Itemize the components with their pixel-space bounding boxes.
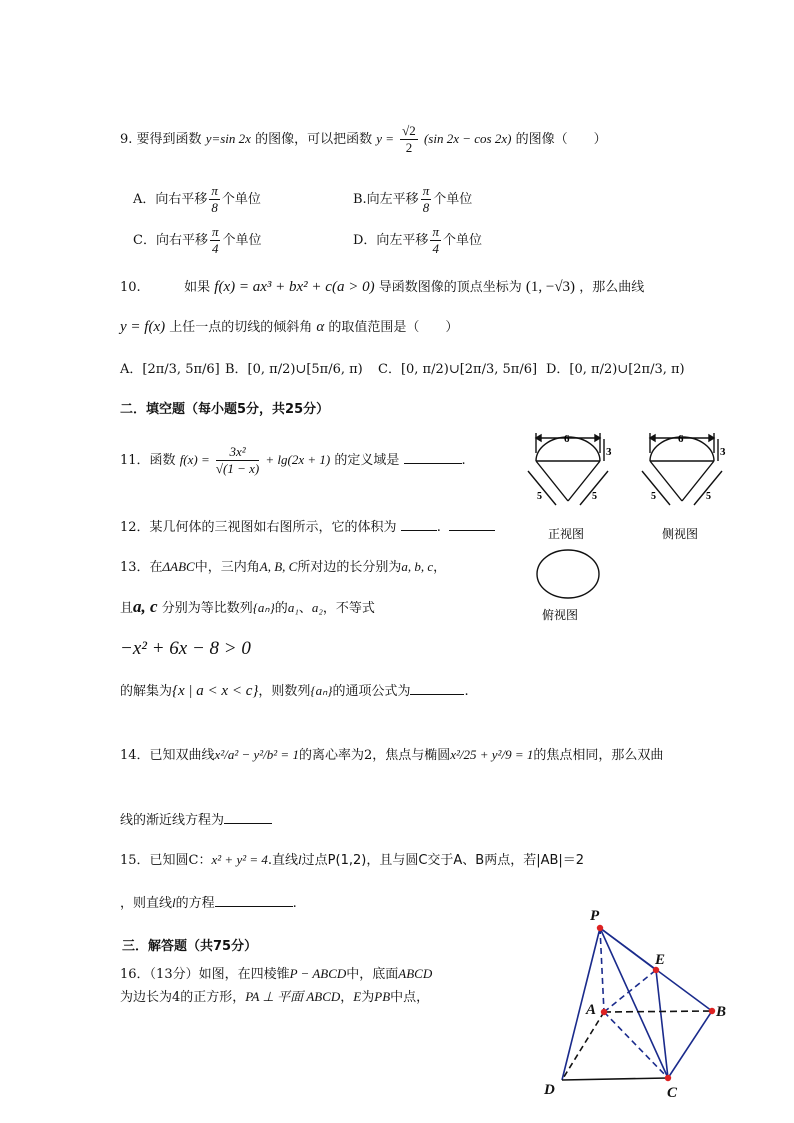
side-slant-right-label: 5: [706, 491, 711, 502]
q14-hyperbola: x²/a² − y²/b² = 1: [214, 747, 299, 762]
q10-function: f(x) = ax³ + bx² + c(a > 0): [214, 279, 375, 295]
front-view-label: 正视图: [548, 527, 585, 541]
three-view-figure: [520, 425, 730, 625]
q9-text-pre: 要得到函数: [136, 132, 202, 147]
q10-number: 10.: [120, 280, 141, 295]
label-p: P: [590, 908, 600, 924]
q9-text-mid: 的图像，可以把函数: [255, 132, 373, 147]
side-view-label: 侧视图: [662, 527, 699, 541]
q9-text-post: 的图像（ ）: [515, 132, 607, 147]
side-slant-left-label: 5: [651, 491, 656, 502]
q11-answer-blank[interactable]: [404, 463, 462, 464]
q10-vertex: (1, −√3): [525, 279, 576, 295]
q9-formula-2-lhs: y =: [376, 131, 395, 146]
q9-option-d[interactable]: D．向左平移 $\frac{\pi}{4}$ 个单位: [353, 224, 482, 256]
q10-stem-line1: 10. 如果 f(x) = ax³ + bx² + c(a > 0) 导函数图像的顶点坐标为 (1, −√3) ，那么曲线: [120, 279, 645, 295]
label-c: C: [667, 1085, 678, 1101]
q9-number: 9.: [120, 132, 133, 147]
q10-option-c[interactable]: C．[0, π/2)∪[2π/3, 5π/6]: [378, 362, 538, 377]
q14-line1: 14．已知双曲线x²/a² − y²/b² = 1的离心率为2，焦点与椭圆x²/25 + y²/9 = 1的焦点相同，那么双曲: [120, 747, 664, 763]
label-b: B: [716, 1004, 727, 1020]
q12-answer-blank[interactable]: [401, 530, 437, 531]
top-view-label: 俯视图: [542, 608, 579, 622]
vertex-a: [601, 1009, 607, 1015]
q13-line2: 且a, c 分别为等比数列{aₙ}的a₁、a₂，不等式: [120, 597, 375, 616]
q9-option-c[interactable]: C．向右平移 $\frac{\pi}{4}$ 个单位: [133, 224, 262, 256]
q16-line2: 为边长为4的正方形，PA ⊥ 平面 ABCD，E为PB中点，: [120, 989, 430, 1005]
q10-stem-line2: y = f(x) 上任一点的切线的倾斜角 α 的取值范围是（ ）: [120, 319, 459, 335]
q9-formula-2-rest: (sin 2x − cos 2x): [423, 131, 512, 146]
top-view-circle: [537, 550, 599, 598]
q9-option-b[interactable]: B.向左平移 $\frac{\pi}{8}$ 个单位: [353, 183, 473, 215]
q14-ellipse: x²/25 + y²/9 = 1: [450, 747, 534, 762]
vertex-c: [665, 1075, 671, 1081]
q12-stem: 12．某几何体的三视图如右图所示，它的体积为 .: [120, 516, 495, 535]
q13-line4: 的解集为{x | a < x < c}，则数列{aₙ}的通项公式为 .: [120, 683, 469, 699]
label-d: D: [544, 1082, 555, 1098]
q15-line1: 15．已知圆C：x² + y² = 4.直线l过点P(1,2)，且与圆C交于A、B两点，若|AB|＝2: [120, 852, 585, 868]
q15-answer-blank[interactable]: [215, 906, 293, 907]
q9-option-a[interactable]: A．向右平移 $\frac{\pi}{8}$ 个单位: [133, 183, 261, 215]
q14-answer-blank[interactable]: [224, 823, 272, 824]
q10-option-d[interactable]: D．[0, π/2)∪[2π/3, π): [546, 362, 685, 377]
front-width-label: 6: [564, 433, 570, 445]
q10-option-b[interactable]: B．[0, π/2)∪[5π/6, π): [225, 362, 363, 377]
q16-line1: 16．（13分）如图，在四棱锥P − ABCD中，底面ABCD: [120, 966, 433, 982]
front-height-label: 3: [606, 446, 612, 458]
label-e: E: [655, 952, 666, 968]
q9-stem: [120, 122, 607, 157]
side-width-label: 6: [678, 433, 684, 445]
q10-option-a[interactable]: A．[2π/3, 5π/6]: [120, 362, 220, 377]
q13-inequality: −x² + 6x − 8 > 0: [120, 638, 251, 659]
q15-line2: ，则直线l的方程 .: [120, 895, 297, 911]
vertex-p: [597, 925, 603, 931]
q14-line2: 线的渐近线方程为: [120, 809, 272, 828]
q13-answer-blank[interactable]: [410, 694, 464, 695]
section-3-heading: 三．解答题（共75分）: [122, 939, 258, 954]
q13-line1: 13．在ΔABC中，三内角A, B, C所对边的长分别为a, b, c，: [120, 559, 447, 575]
pyramid-figure: [540, 900, 740, 1105]
q9-formula-1: y=sin 2x: [205, 131, 251, 146]
label-a: A: [586, 1002, 597, 1018]
q9-fraction: $\frac{√2}{2}$: [402, 123, 416, 155]
section-2-heading: 二．填空题（每小题5分，共25分）: [120, 402, 330, 417]
side-height-label: 3: [720, 446, 726, 458]
q11-fraction: $\frac{\text{3x²}}{√(1 - x)}$: [215, 444, 260, 476]
q10-alpha: α: [316, 319, 325, 335]
vertex-b: [709, 1008, 715, 1014]
q11-stem: 11．函数 f(x) = $\frac{\text{3x²}}{√(1 - x)}$ + lg(2x + 1) 的定义域是 .: [120, 444, 466, 476]
front-slant-left-label: 5: [537, 491, 542, 502]
front-slant-right-label: 5: [592, 491, 597, 502]
